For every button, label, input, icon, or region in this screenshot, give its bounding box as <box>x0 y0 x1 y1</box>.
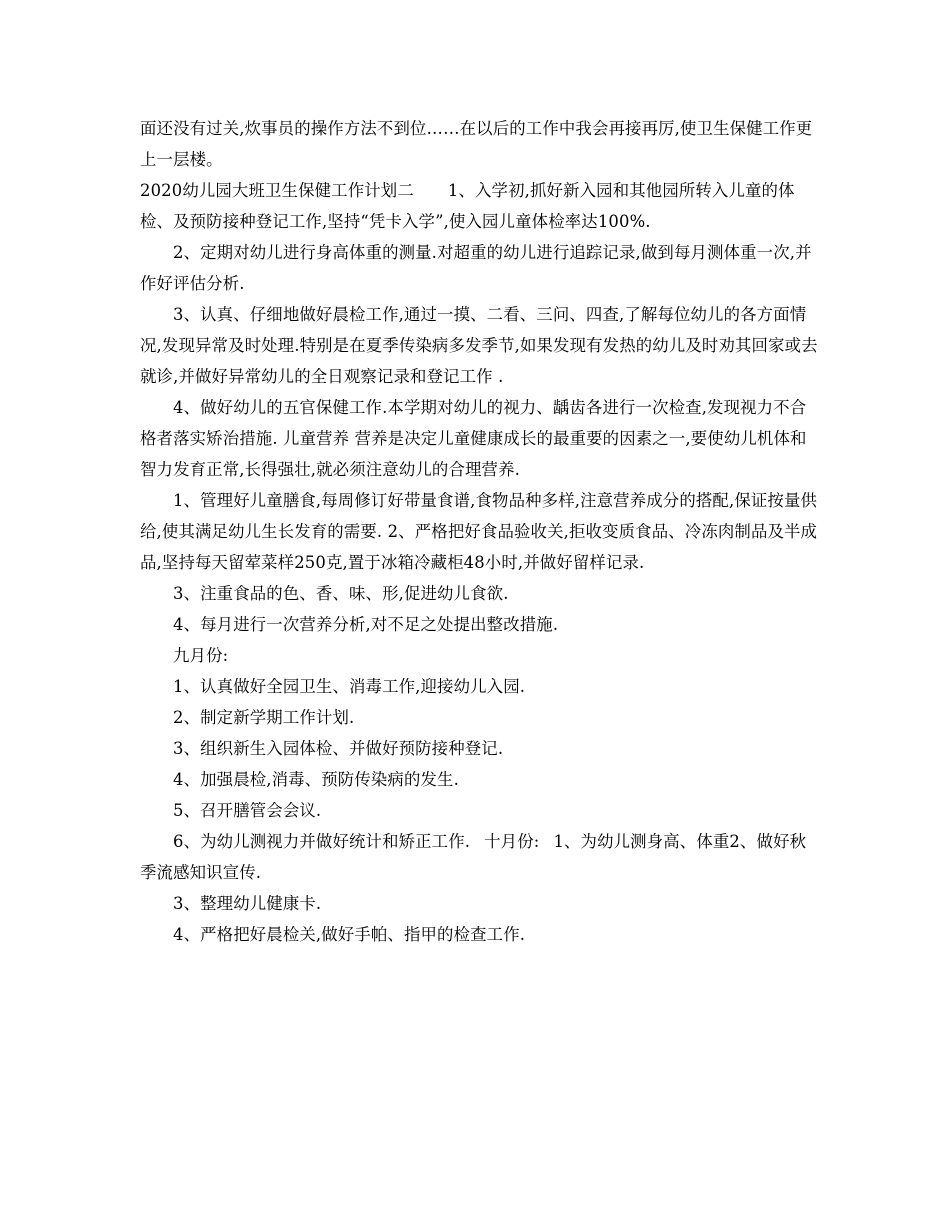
paragraph-september-6-october <box>140 826 820 888</box>
paragraph-item-3: 3、认真、仔细地做好晨检工作,通过一摸、二看、三问、四查,了解每位幼儿的各方面情况,发现异常及时处理.特别是在夏季传染病多发季节,如果发现有发热的幼儿及时劝其回家或去就诊,并做好异常幼儿的全日观察记录和登记工作 . <box>140 305 818 386</box>
paragraph-item-2: 2、定期对幼儿进行身高体重的测量.对超重的幼儿进行追踪记录,做到每月测体重一次,并作好评估分析. <box>140 243 812 293</box>
october-item-4: 4、严格把好晨检关,做好手帕、指甲的检查工作. <box>173 925 526 944</box>
september-item-3: 3、组织新生入园体检、并做好预防接种登记. <box>173 739 504 758</box>
document-body <box>140 113 820 950</box>
section-september: 九月份: <box>173 646 229 665</box>
paragraph-plan-heading <box>140 175 820 237</box>
paragraph-item-4: 4、做好幼儿的五官保健工作.本学期对幼儿的视力、龋齿各进行一次检查,发现视力不合格者落实矫治措施. 儿童营养 营养是决定儿童健康成长的最重要的因素之一,要使幼儿机体和智力发育正常,长得强壮,就必须注意幼儿的合理营养. <box>140 398 807 479</box>
paragraph-intro-continuation: 面还没有过关,炊事员的操作方法不到位……在以后的工作中我会再接再厉,使卫生保健工作更上一层楼。 <box>140 119 813 169</box>
paragraph-nutrition-1: 1、管理好儿童膳食,每周修订好带量食谱,食物品种多样,注意营养成分的搭配,保证按量供给,使其满足幼儿生长发育的需要. 2、严格把好食品验收关,拒收变质食品、冷冻肉制品及半成品,坚持每天留荤菜样250克,置于冰箱冷藏柜48小时,并做好留样记录. <box>140 491 818 572</box>
paragraph-nutrition-4: 4、每月进行一次营养分析,对不足之处提出整改措施. <box>173 615 559 634</box>
october-item-3: 3、整理幼儿健康卡. <box>173 894 322 913</box>
plan-item-1: 1、入学初,抓好新入园和其他园所转入儿童的体检、及预防接种登记工作,坚持“凭卡入学”,使入园儿童体检率达100%. <box>140 181 795 231</box>
october-items-1-2: 1、为幼儿测身高、体重2、做好秋季流感知识宣传. <box>140 832 807 882</box>
september-item-4: 4、加强晨检,消毒、预防传染病的发生. <box>173 770 459 789</box>
section-october: 十月份: <box>484 832 540 851</box>
september-item-1: 1、认真做好全园卫生、消毒工作,迎接幼儿入园. <box>173 677 526 696</box>
september-item-2: 2、制定新学期工作计划. <box>173 708 355 727</box>
plan-title: 2020幼儿园大班卫生保健工作计划二 <box>140 181 414 200</box>
september-item-5: 5、召开膳管会会议. <box>173 801 322 820</box>
paragraph-nutrition-3: 3、注重食品的色、香、味、形,促进幼儿食欲. <box>173 584 509 603</box>
september-item-6: 6、为幼儿测视力并做好统计和矫正工作. <box>173 832 471 851</box>
